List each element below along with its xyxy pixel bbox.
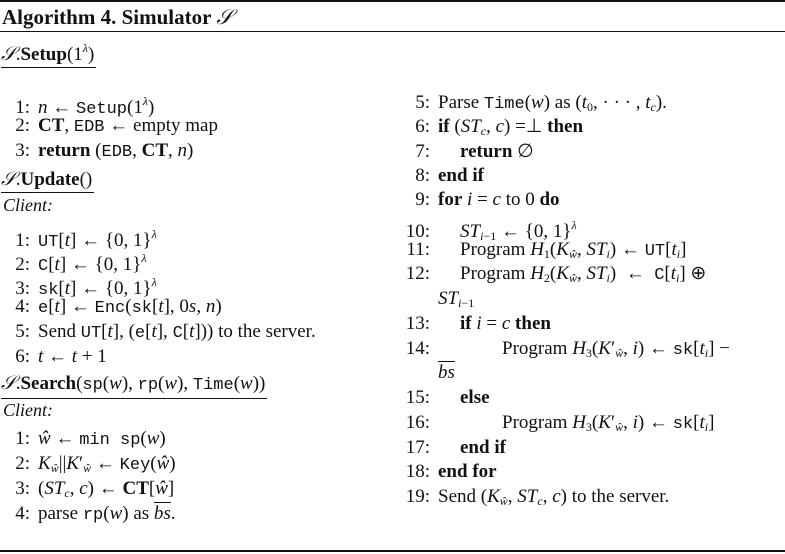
search-line-10: 10: $ST_{i-1}$ ← {0, 1}$^\lambda$ xyxy=(405,218,577,243)
search-line-11: 11: Program $H_1(K_ŵ$, $ST_i$) ← $UT[t_i]$ xyxy=(406,239,687,261)
title-rule xyxy=(0,31,785,32)
bottom-rule xyxy=(0,550,785,552)
search-line-7: 7: return ∅ xyxy=(415,141,534,162)
search-line-4: 4: parse rp(w) as $\overline{bs}$. xyxy=(15,503,176,525)
setup-line-2: 2: CT, EDB ← empty map xyxy=(15,115,218,137)
update-line-6: 6: t ← t + 1 xyxy=(15,346,107,367)
search-line-3: 3: ($ST_c$, c) ← CT[ŵ] xyxy=(15,478,175,500)
search-line-1: 1: ŵ ← min sp(w) xyxy=(15,428,166,450)
search-line-9: 9: for i = c to 0 do xyxy=(415,189,560,210)
search-line-13: 13: if i = c then xyxy=(405,313,551,334)
update-line-4: 4: e[t] ← Enc(sk[t], 0s, n) xyxy=(15,296,222,318)
search-line-12: 12: Program $H_2(K_ŵ$, $ST_i$) ← $C[t_i]$ ⊕ xyxy=(405,263,707,285)
update-client-label: Client: xyxy=(3,195,53,215)
search-heading: 𝒮.Search(sp(w), rp(w), Time(w)) xyxy=(1,372,267,399)
search-line-16: 16: Program $H_3(K'_ŵ$, i) ← $sk[t_i]$ xyxy=(405,412,715,434)
top-rule xyxy=(0,0,785,2)
search-line-18: 18: end for xyxy=(405,461,497,482)
search-client-label: Client: xyxy=(3,400,53,420)
search-line-2: 2: $K_ŵ||K'_ŵ$ ← Key(ŵ) xyxy=(15,453,176,475)
search-line-6: 6: if ($ST_c$, c) =⊥ then xyxy=(415,116,584,138)
search-line-15: 15: else xyxy=(405,387,490,408)
search-line-17: 17: end if xyxy=(405,437,506,458)
update-line-1: 1: UT[t] ← {0, 1}$^\lambda$ xyxy=(15,227,157,252)
search-line-14: 14: Program $H_3(K'_ŵ$, i) ← $sk[t_i]$ − xyxy=(405,338,730,360)
setup-heading: $𝒮.Setup(1^\lambda)$ xyxy=(1,36,96,68)
search-line-12-cont: $ST_{i-1}$ xyxy=(438,288,475,310)
search-line-8: 8: end if xyxy=(415,165,484,186)
setup-line-3: 3: return (EDB, CT, n) xyxy=(15,140,194,162)
search-line-5: 5: Parse Time(w) as ($t_0$, · · · , $t_c$). xyxy=(415,92,667,114)
update-line-2: 2: C[t] ← {0, 1}$^\lambda$ xyxy=(15,251,147,276)
algorithm-title: Algorithm 4. Simulator 𝒮 xyxy=(2,5,233,29)
update-line-3: 3: sk[t] ← {0, 1}$^\lambda$ xyxy=(15,275,157,300)
setup-line-1: 1: n ← $Setup(1^\lambda)$ xyxy=(15,94,155,119)
update-line-5: 5: Send UT[t], (e[t], C[t])) to the server. xyxy=(15,321,316,343)
search-line-19: 19: Send ($K_ŵ$, $ST_c$, c) to the server. xyxy=(405,486,670,508)
search-line-14-cont: $\overline{bs}$ xyxy=(438,362,455,383)
update-heading: 𝒮.Update() xyxy=(1,168,94,193)
